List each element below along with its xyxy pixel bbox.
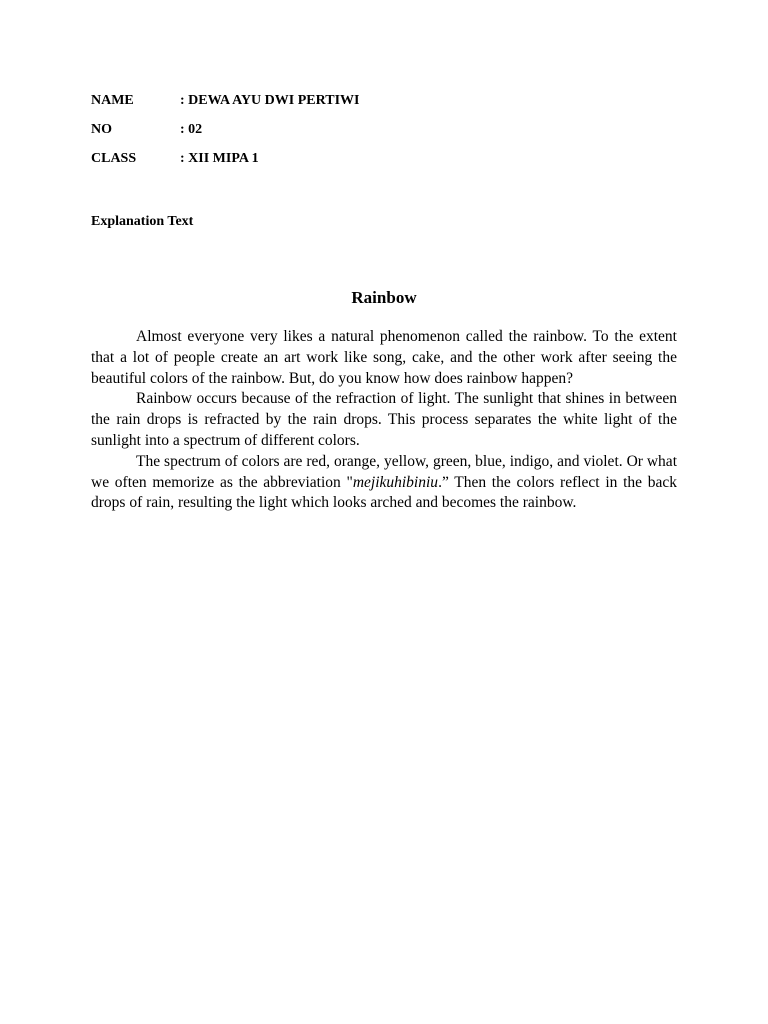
document-title: Rainbow <box>351 288 417 307</box>
name-label: NAME <box>91 93 134 108</box>
text-type-label: Explanation Text <box>91 214 194 229</box>
name-value: : DEWA AYU DWI PERTIWI <box>180 93 360 108</box>
paragraph-2: Rainbow occurs because of the refraction of light. The sunlight that shines in between the rain drops is refracted by the rain drops. This process separates the white light of the sunlight into a spectrum of different colors. <box>91 390 677 449</box>
number-label: NO <box>91 122 112 137</box>
class-row <box>91 149 359 178</box>
paragraph-3-start: The spectrum of colors are red, orange, yellow, green, blue, indigo, and violet. Or what we often memorize as the abbreviation " <box>91 452 677 491</box>
number-value: : 02 <box>180 122 203 137</box>
class-label: CLASS <box>91 151 137 166</box>
class-value: : XII MIPA 1 <box>180 151 259 166</box>
name-row <box>91 91 359 120</box>
number-row <box>91 120 359 149</box>
paragraph-3-end: .” Then the colors reflect in the back drops of rain, resulting the light which looks arched and becomes the rainbow. <box>91 473 677 512</box>
body-text <box>91 327 677 514</box>
paragraph-3 <box>91 452 677 514</box>
abbreviation-term: mejikuhibiniu <box>352 473 439 491</box>
student-info <box>91 91 359 178</box>
paragraph-1: Almost everyone very likes a natural phenomenon called the rainbow. To the extent that a lot of people create an art work like song, cake, and the other work after seeing the beautiful colors of the rainbow. But, do you know how does rainbow happen? <box>91 328 677 387</box>
